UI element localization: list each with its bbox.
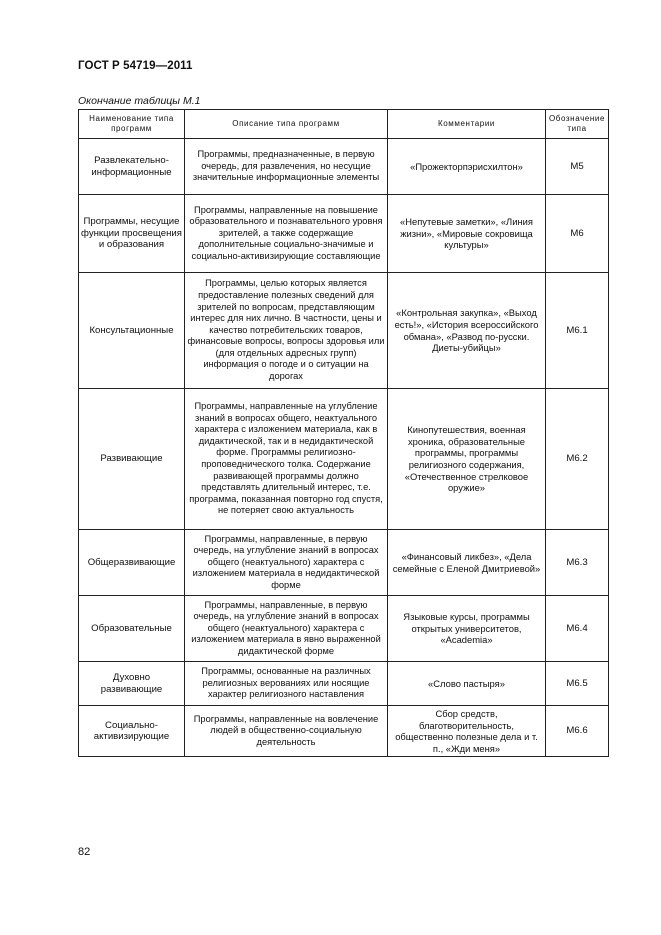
page-number: 82: [78, 846, 91, 858]
table-row: [79, 662, 609, 706]
program-type-comment: Языковые курсы, программы открытых университетов, «Academia»: [388, 596, 546, 662]
table-row: [79, 596, 609, 662]
program-type-name: Консультационные: [79, 273, 185, 389]
program-type-description: Программы, направленные, в первую очередь, на углубление знаний в вопросах общего (неактуального) характера с изложением материала в явно выраженной дидактической форме: [185, 596, 388, 662]
program-type-code: М6.6: [546, 706, 609, 757]
program-type-code: М6: [546, 195, 609, 273]
program-type-comment: «Слово пастыря»: [388, 662, 546, 706]
program-type-name: Общеразвивающие: [79, 530, 185, 596]
program-type-name: Социально-активизирующие: [79, 706, 185, 757]
table-row: [79, 273, 609, 389]
table-row: [79, 139, 609, 195]
program-type-code: М6.4: [546, 596, 609, 662]
column-header-description: Описание типа программ: [185, 110, 388, 139]
program-type-code: М6.3: [546, 530, 609, 596]
program-type-name: Развивающие: [79, 389, 185, 530]
table-row: [79, 389, 609, 530]
program-type-comment: «Контрольная закупка», «Выход есть!», «История всероссийского обмана», «Развод по-русски. Диеты-убийцы»: [388, 273, 546, 389]
program-type-comment: «Финансовый ликбез», «Дела семейные с Еленой Дмитриевой»: [388, 530, 546, 596]
table-row: [79, 195, 609, 273]
table-caption: Окончание таблицы М.1: [78, 95, 201, 107]
program-type-description: Программы, направленные на углубление знаний в вопросах общего, неактуального характера с изложением материала, как в дидактической, так и в недидактической форме. Программы религиозно-проповеднического толка. Содержание развивающей программы должно представлять длительный интерес, т.е. программа, показанная повторно год спустя, не потеряет свою актуальность: [185, 389, 388, 530]
program-type-description: Программы, целью которых является предоставление полезных сведений для зрителей по вопросам, представляющим интерес для них лично. В частности, цены и качество потребительских товаров, финансовые вопросы, вопросы здоровья или (для отдельных адресных групп) информация о погоде и о ситуации на дорогах: [185, 273, 388, 389]
table-row: [79, 706, 609, 757]
programs-table: [78, 109, 609, 757]
program-type-description: Программы, направленные на вовлечение людей в общественно-социальную деятельность: [185, 706, 388, 757]
program-type-description: Программы, направленные, в первую очередь, на углубление знаний в вопросах общего (неактуального) характера с изложением материала в недидактической форме: [185, 530, 388, 596]
document-header: ГОСТ Р 54719—2011: [78, 60, 193, 72]
program-type-comment: Сбор средств, благотворительность, общественно полезные дела и т. п., «Жди меня»: [388, 706, 546, 757]
program-type-code: М5: [546, 139, 609, 195]
program-type-comment: Кинопутешествия, военная хроника, образовательные программы, программы религиозного содержания, «Отечественное стрелковое оружие»: [388, 389, 546, 530]
program-type-code: М6.1: [546, 273, 609, 389]
program-type-name: Программы, несущие функции просвещения и образования: [79, 195, 185, 273]
program-type-description: Программы, основанные на различных религиозных верованиях или носящие характер религиозного наставления: [185, 662, 388, 706]
program-type-name: Духовно развивающие: [79, 662, 185, 706]
table-row: [79, 530, 609, 596]
program-type-comment: «Непутевые заметки», «Линия жизни», «Мировые сокровища культуры»: [388, 195, 546, 273]
program-type-name: Развлекательно-информационные: [79, 139, 185, 195]
table-header-row: [79, 110, 609, 139]
program-type-code: М6.5: [546, 662, 609, 706]
program-type-comment: «Прожекторпэрисхилтон»: [388, 139, 546, 195]
column-header-name: Наименование типа программ: [79, 110, 185, 139]
column-header-comments: Комментарии: [388, 110, 546, 139]
program-type-name: Образовательные: [79, 596, 185, 662]
program-type-description: Программы, предназначенные, в первую очередь, для развлечения, но несущие значительные информационные элементы: [185, 139, 388, 195]
program-type-code: М6.2: [546, 389, 609, 530]
column-header-code: Обозначение типа: [546, 110, 609, 139]
program-type-description: Программы, направленные на повышение образовательного и познавательного уровня зрителей, а также содержащие дополнительные социально-значимые и социально-активизирующие составляющие: [185, 195, 388, 273]
